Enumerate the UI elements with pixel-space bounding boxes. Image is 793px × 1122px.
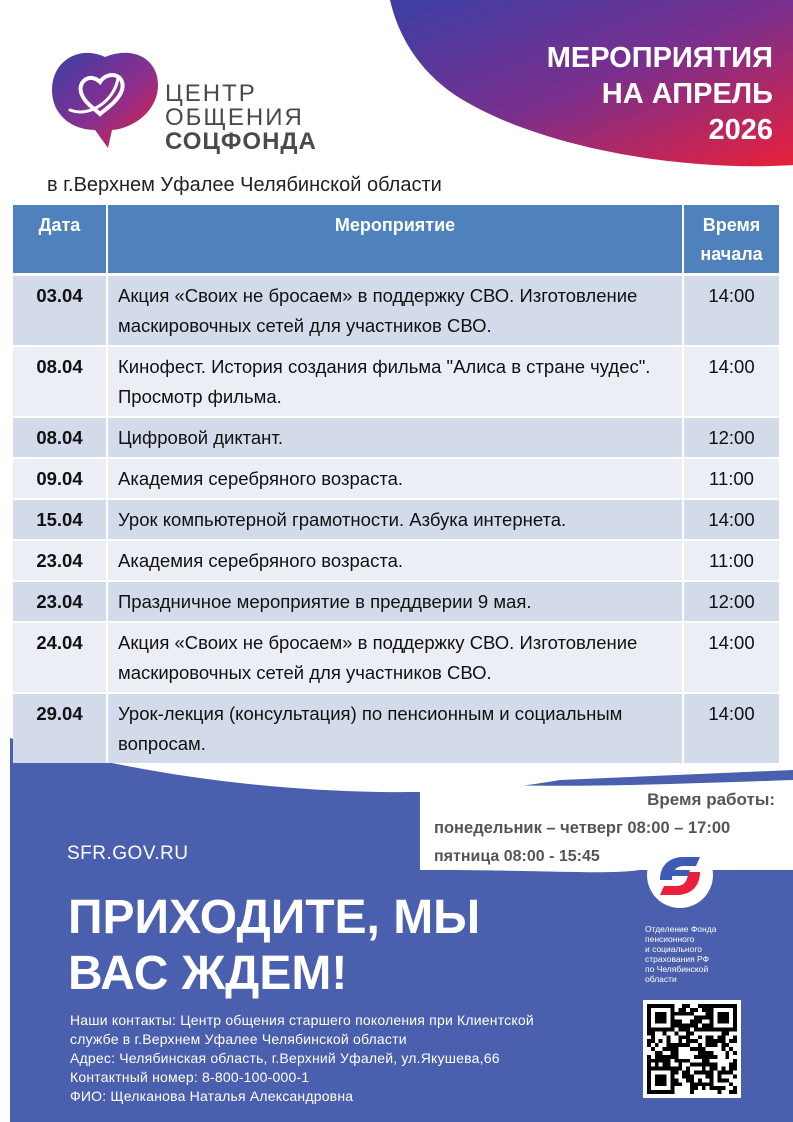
date-cell: 24.04: [13, 622, 107, 693]
event-cell: Урок-лекция (консультация) по пенсионным и социальным вопросам.: [107, 693, 683, 763]
logo-line-2: ОБЩЕНИЯ: [165, 104, 304, 131]
org-line: и социального: [645, 944, 702, 954]
website-link[interactable]: SFR.GOV.RU: [67, 843, 189, 864]
org-line: области: [645, 974, 677, 984]
slogan: [68, 890, 480, 1002]
event-cell: Акция «Своих не бросаем» в поддержку СВО. Изготовление маскировочных сетей для участников СВО.: [107, 275, 683, 347]
org-line: Отделение Фонда: [645, 924, 717, 934]
time-cell: 12:00: [683, 417, 779, 458]
events-table: [13, 205, 779, 763]
date-cell: 23.04: [13, 540, 107, 581]
contacts-line: Наши контакты: Центр общения старшего поколения при Клиентской: [70, 1012, 534, 1028]
slogan-line-2: ВАС ЖДЕМ!: [68, 947, 348, 1000]
date-cell: 15.04: [13, 499, 107, 540]
contacts-line: ФИО: Щелканова Наталья Александровна: [70, 1088, 354, 1104]
event-cell: Академия серебряного возраста.: [107, 540, 683, 581]
time-cell: 14:00: [683, 275, 779, 347]
header-time-line-1: Время: [702, 215, 761, 235]
date-cell: 03.04: [13, 275, 107, 347]
qr-code-icon[interactable]: [643, 1000, 741, 1098]
org-line: страхования РФ: [645, 954, 710, 964]
table-row: [13, 417, 779, 458]
date-cell: 08.04: [13, 417, 107, 458]
contacts-line: Адрес: Челябинская область, г.Верхний Уфалей, ул.Якушева,66: [70, 1050, 500, 1066]
org-line: пенсионного: [645, 934, 695, 944]
event-cell: Урок компьютерной грамотности. Азбука интернета.: [107, 499, 683, 540]
qr-code-graphic: [643, 1000, 741, 1098]
table-row: [13, 622, 779, 693]
header-event: Мероприятие: [107, 205, 683, 275]
time-cell: 11:00: [683, 458, 779, 499]
header-date: Дата: [13, 205, 107, 275]
table-header-row: [13, 205, 779, 275]
centre-logo-icon: [52, 53, 158, 148]
time-cell: 12:00: [683, 581, 779, 622]
logo-wordmark: [165, 82, 317, 154]
date-cell: 23.04: [13, 581, 107, 622]
contacts-line: службе в г.Верхнем Уфалее Челябинской области: [70, 1031, 407, 1047]
table-row: [13, 458, 779, 499]
title-line-3: 2026: [708, 114, 773, 146]
org-line: по Челябинской: [645, 964, 709, 974]
event-cell: Праздничное мероприятие в преддверии 9 мая.: [107, 581, 683, 622]
slogan-line-1: ПРИХОДИТЕ, МЫ: [68, 891, 481, 944]
header-time-line-2: начала: [700, 244, 763, 264]
date-cell: 08.04: [13, 346, 107, 417]
title-line-1: МЕРОПРИЯТИЯ: [546, 42, 773, 74]
header-time: [683, 205, 779, 275]
table-row: [13, 346, 779, 417]
event-cell: Кинофест. История создания фильма "Алиса в стране чудес". Просмотр фильма.: [107, 346, 683, 417]
logo-line-3: СОЦФОНДА: [165, 128, 317, 155]
table-row: [13, 540, 779, 581]
title-line-2: НА АПРЕЛЬ: [601, 78, 773, 110]
date-cell: 09.04: [13, 458, 107, 499]
date-cell: 29.04: [13, 693, 107, 763]
table-row: [13, 499, 779, 540]
logo-line-1: ЦЕНТР: [165, 80, 257, 107]
contacts-block: [70, 1011, 610, 1106]
event-cell: Академия серебряного возраста.: [107, 458, 683, 499]
contacts-line: Контактный номер: 8-800-100-000-1: [70, 1069, 310, 1085]
table-row: [13, 275, 779, 347]
location-subtitle: в г.Верхнем Уфалее Челябинской области: [47, 174, 442, 196]
table-row: [13, 581, 779, 622]
event-cell: Цифровой диктант.: [107, 417, 683, 458]
worktime-weekdays: понедельник – четверг 08:00 – 17:00: [434, 819, 731, 837]
time-cell: 11:00: [683, 540, 779, 581]
sfr-logo-icon: [647, 842, 713, 908]
worktime-friday: пятница 08:00 - 15:45: [434, 848, 600, 865]
time-cell: 14:00: [683, 346, 779, 417]
time-cell: 14:00: [683, 499, 779, 540]
page-title: [473, 40, 773, 148]
sfr-org-name: [645, 924, 745, 984]
event-cell: Акция «Своих не бросаем» в поддержку СВО. Изготовление маскировочных сетей для участников СВО.: [107, 622, 683, 693]
time-cell: 14:00: [683, 693, 779, 763]
time-cell: 14:00: [683, 622, 779, 693]
worktime-label: Время работы:: [647, 790, 775, 809]
table-row: [13, 693, 779, 763]
